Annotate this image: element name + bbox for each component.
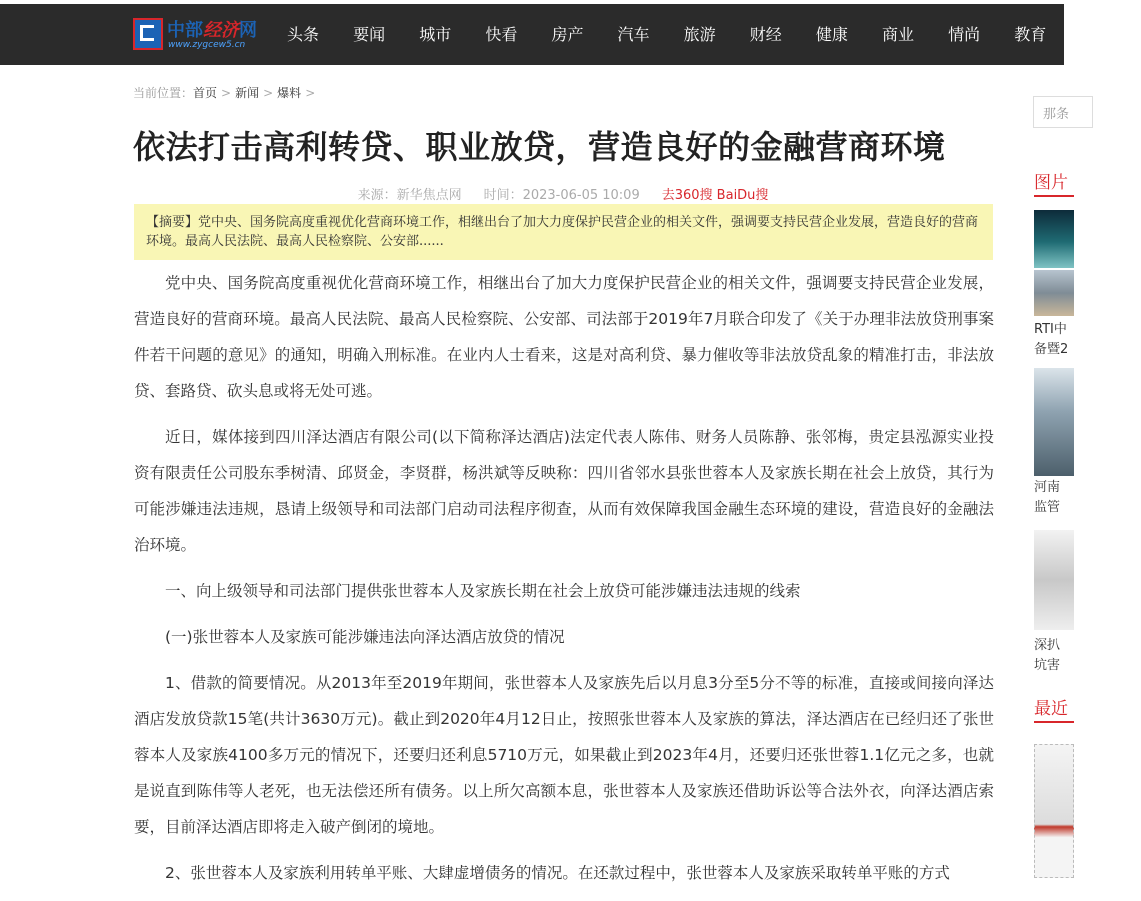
nav-item-shangye[interactable]: 商业 bbox=[881, 25, 914, 44]
sidebar-caption[interactable]: 深扒 坑害 bbox=[1034, 638, 1061, 673]
top-navigation-bar bbox=[0, 0, 1113, 65]
nav-item-fangchan[interactable]: 房产 bbox=[551, 25, 584, 44]
site-logo[interactable] bbox=[133, 16, 267, 54]
breadcrumb-baoliao[interactable]: 爆料 bbox=[277, 86, 302, 100]
nav-item-keji[interactable]: 科技 bbox=[1080, 25, 1113, 44]
sidebar-thumbnail[interactable] bbox=[1034, 530, 1074, 630]
logo-text: 中部经济网 bbox=[167, 20, 257, 41]
nav-item-yaowen[interactable]: 要闻 bbox=[353, 25, 386, 44]
nav-item-caijing[interactable]: 财经 bbox=[749, 25, 782, 44]
breadcrumb-separator: > bbox=[305, 86, 316, 100]
sidebar-thumbnail[interactable] bbox=[1034, 368, 1074, 476]
breadcrumb-home[interactable]: 首页 bbox=[193, 86, 218, 100]
sidebar-caption[interactable]: RTI中 备暨2 bbox=[1034, 322, 1069, 357]
article-paragraph: 党中央、国务院高度重视优化营商环境工作，相继出台了加大力度保护民营企业的相关文件，强调要支持民营企业发展，营造良好的营商环境。最高人民法院、最高人民检察院、公安部、司法部于2019年7月联合印发了《关于办理非法放贷刑事案件若干问题的意见》的通知，明确入刑标准。在业内人士看来，这是对高利贷、暴力催收等非法放贷乱象的精准打击，非法放贷、套路贷、砍头息或将无处可逃。 bbox=[134, 274, 994, 400]
sidebar-section-pictures: 图片 bbox=[1034, 173, 1068, 193]
sidebar-thumbnail[interactable] bbox=[1034, 210, 1074, 268]
article-paragraph: (一)张世蓉本人及家族可能涉嫌违法向泽达酒店放贷的情况 bbox=[165, 628, 565, 646]
nav-item-qiche[interactable]: 汽车 bbox=[617, 25, 650, 44]
nav-item-qingshang[interactable]: 情尚 bbox=[948, 25, 981, 44]
article-paragraph: 近日，媒体接到四川泽达酒店有限公司(以下简称泽达酒店)法定代表人陈伟、财务人员陈静、张邻梅，贵定县泓源实业投资有限责任公司股东季树清、邱贤金，李贤群，杨洪斌等反映称：四川省邻水县张世蓉本人及家族长期在社会上放贷，其行为可能涉嫌违法违规，恳请上级领导和司法部门启动司法程序彻查，从而有效保障我国金融生态环境的建设，营造良好的金融法治环境。 bbox=[134, 428, 994, 554]
nav-item-kuaikan[interactable]: 快看 bbox=[485, 25, 518, 44]
article-time: 时间：2023-06-05 10:09 bbox=[483, 188, 640, 203]
sidebar-thumbnail[interactable] bbox=[1034, 744, 1074, 878]
breadcrumb-separator: > bbox=[221, 86, 232, 100]
nav-item-jiaoyu[interactable]: 教育 bbox=[1014, 25, 1047, 44]
search-links[interactable]: 去360搜 BaiDu搜 bbox=[661, 188, 769, 203]
logo-mark-icon bbox=[133, 18, 163, 50]
breadcrumb-separator: > bbox=[263, 86, 274, 100]
sidebar-section-recent: 最近 bbox=[1034, 699, 1068, 719]
nav-item-lvyou[interactable]: 旅游 bbox=[683, 25, 716, 44]
sidebar-thumbnail[interactable] bbox=[1034, 270, 1074, 316]
nav-item-toutiao[interactable]: 头条 bbox=[287, 25, 320, 44]
nav-item-jiankang[interactable]: 健康 bbox=[815, 25, 848, 44]
breadcrumb-prefix: 当前位置： bbox=[133, 86, 194, 100]
sidebar-search-input[interactable]: 那条 bbox=[1033, 96, 1093, 128]
sidebar-divider bbox=[1034, 721, 1074, 723]
article-source: 来源：新华焦点网 bbox=[357, 188, 462, 203]
article-title: 依法打击高利转贷、职业放贷，营造良好的金融营商环境 bbox=[133, 128, 946, 166]
article-meta bbox=[133, 184, 993, 203]
sidebar-caption[interactable]: 河南 监管 bbox=[1034, 480, 1061, 515]
breadcrumb-news[interactable]: 新闻 bbox=[235, 86, 260, 100]
nav-item-chengshi[interactable]: 城市 bbox=[419, 25, 452, 44]
article-paragraph: 一、向上级领导和司法部门提供张世蓉本人及家族长期在社会上放贷可能涉嫌违法违规的线索 bbox=[165, 582, 801, 600]
sidebar-divider bbox=[1034, 195, 1074, 197]
main-nav bbox=[287, 4, 1141, 65]
logo-url: www.zygcew5.cn bbox=[168, 40, 246, 50]
article-paragraph: 1、借款的简要情况。从2013年至2019年期间，张世蓉本人及家族先后以月息3分至5分不等的标准，直接或间接向泽达酒店发放贷款15笔(共计3630万元)。截止到2020年4月12日止，按照张世蓉本人及家族的算法，泽达酒店在已经归还了张世蓉本人及家族4100多万元的情况下，还要归还利息5710万元，如果截止到2023年4月，还要归还张世蓉1.1亿元之多，也就是说直到陈伟等人老死，也无法偿还所有债务。以上所欠高额本息，张世蓉本人及家族还借助诉讼等合法外衣，向泽达酒店索要，目前泽达酒店即将走入破产倒闭的境地。 bbox=[134, 674, 994, 836]
article-body bbox=[134, 265, 994, 901]
breadcrumb bbox=[133, 84, 319, 101]
article-summary: 【摘要】党中央、国务院高度重视优化营商环境工作，相继出台了加大力度保护民营企业的相关文件，强调要支持民营企业发展，营造良好的营商环境。最高人民法院、最高人民检察院、公安部...... bbox=[134, 204, 993, 260]
article-paragraph: 2、张世蓉本人及家族利用转单平账、大肆虚增债务的情况。在还款过程中，张世蓉本人及家族采取转单平账的方式 bbox=[165, 864, 950, 882]
